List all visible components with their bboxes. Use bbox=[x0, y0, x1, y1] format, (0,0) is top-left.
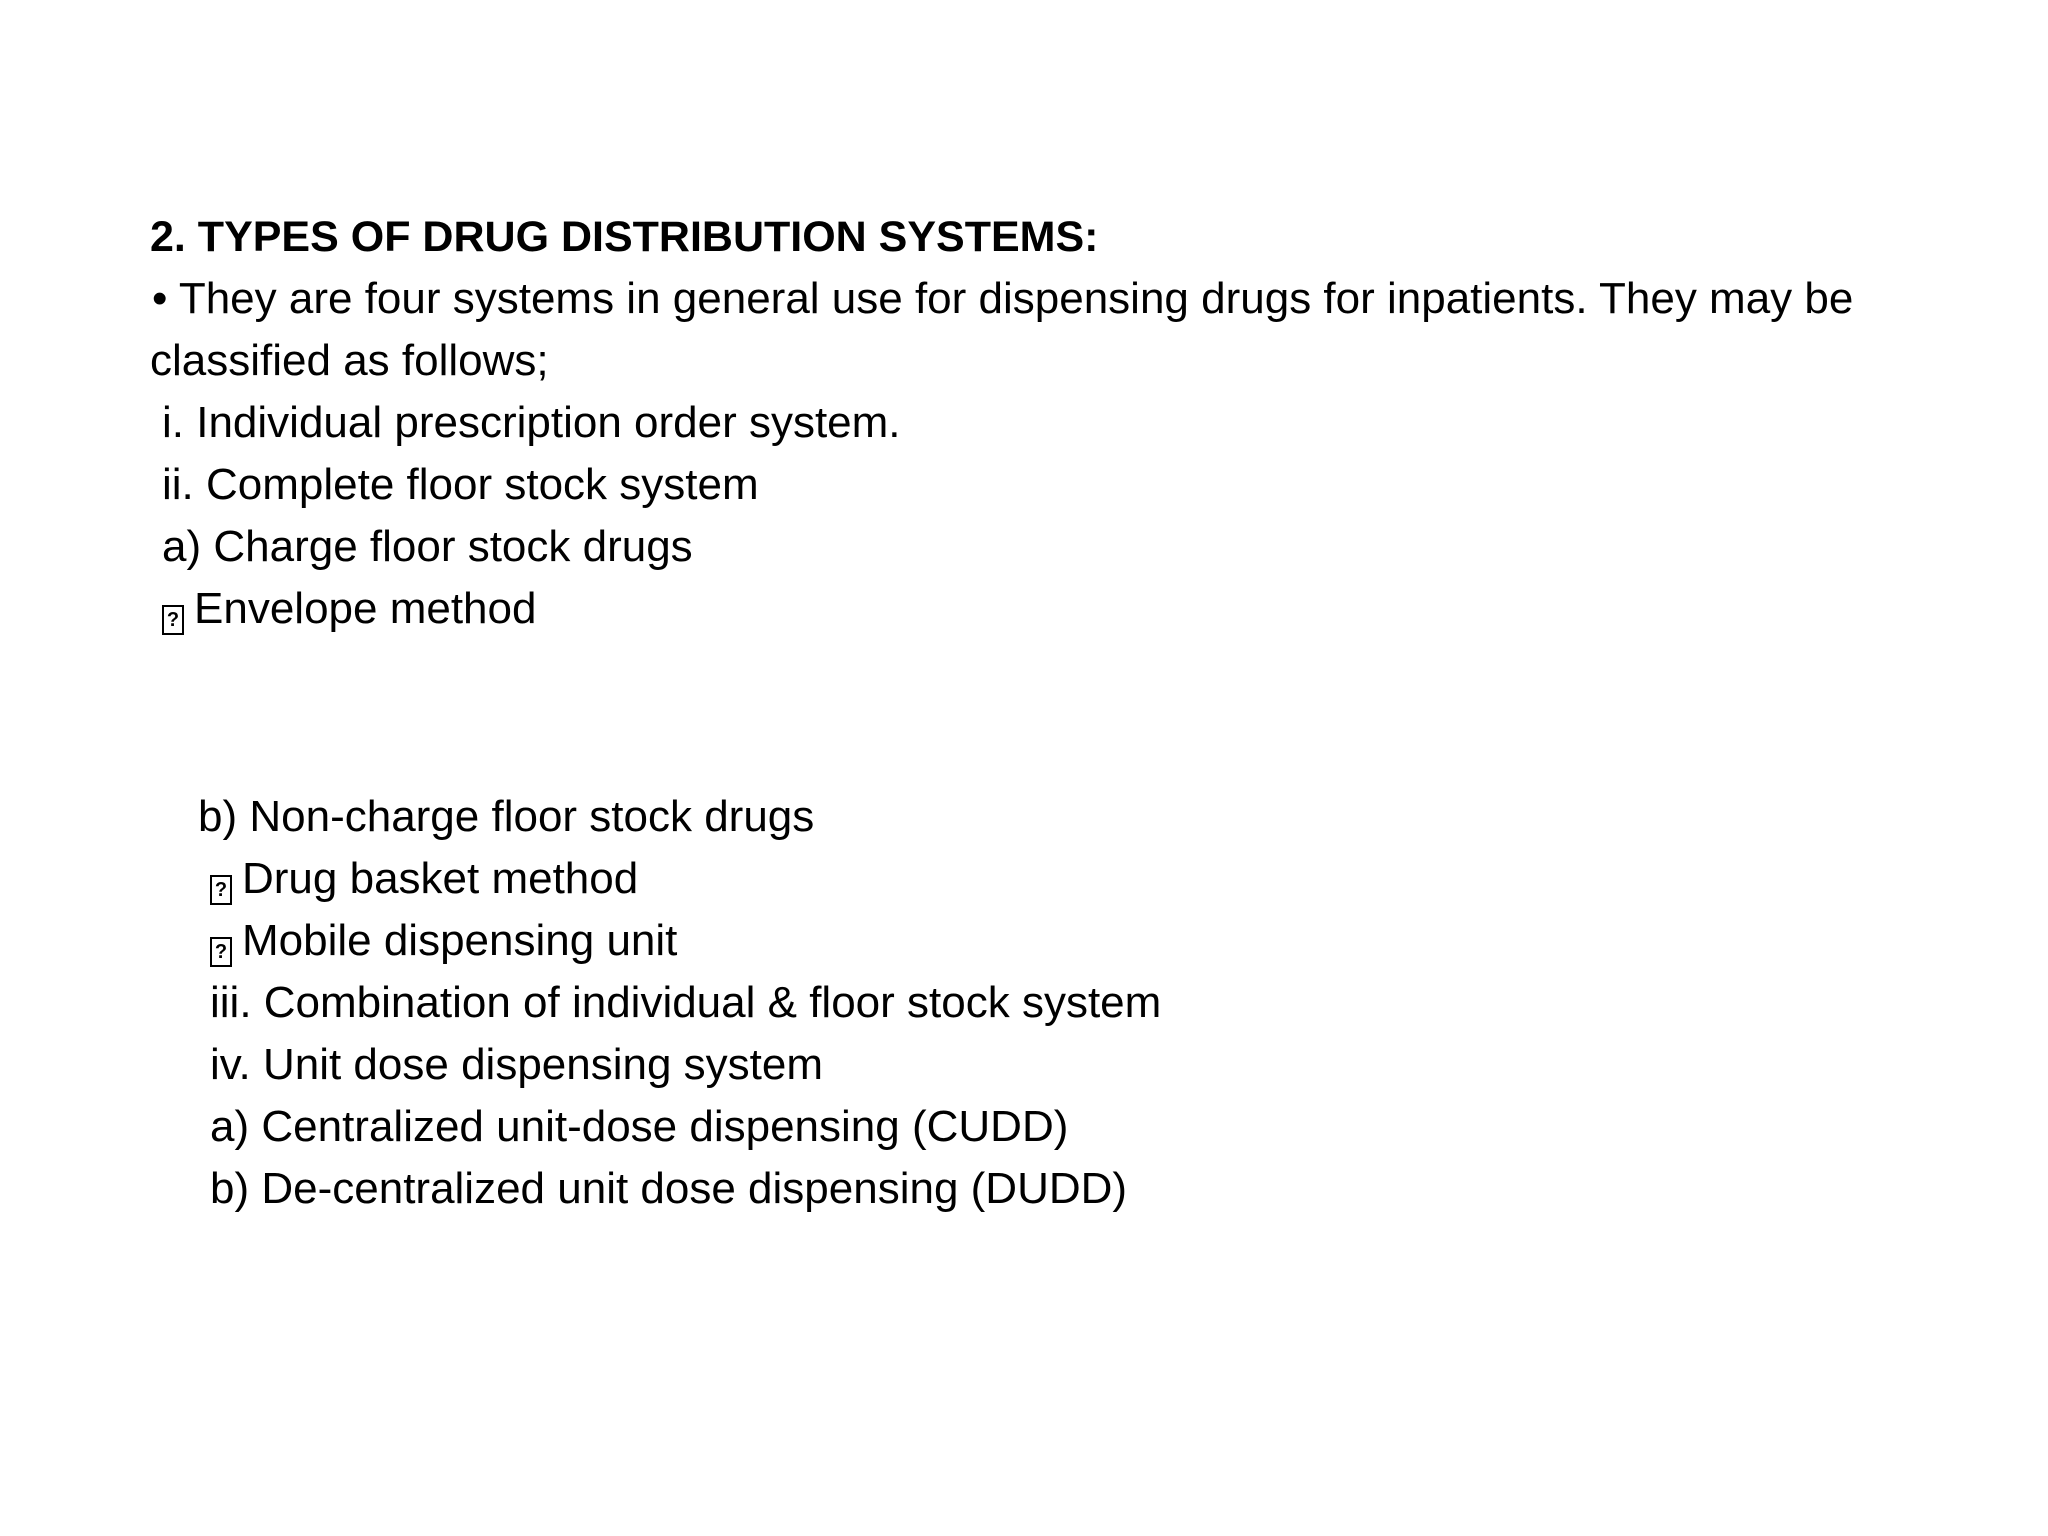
list-item-mobile-unit-label: Mobile dispensing unit bbox=[242, 916, 678, 965]
slide-heading: 2. TYPES OF DRUG DISTRIBUTION SYSTEMS: bbox=[150, 213, 1099, 261]
missing-glyph-icon: ? bbox=[210, 937, 232, 967]
list-item-ii: ii. Complete floor stock system bbox=[162, 460, 759, 509]
intro-line-2: classified as follows; bbox=[150, 336, 549, 385]
intro-line-1: • They are four systems in general use for dispensing drugs for inpatients. They may be bbox=[152, 274, 1854, 323]
list-item-mobile-unit bbox=[210, 910, 677, 972]
list-item-i: i. Individual prescription order system. bbox=[162, 398, 901, 447]
list-item-envelope-method-label: Envelope method bbox=[194, 584, 537, 633]
list-item-drug-basket bbox=[210, 848, 638, 910]
list-item-envelope-method bbox=[162, 578, 536, 640]
missing-glyph-icon: ? bbox=[162, 605, 184, 635]
missing-glyph-icon: ? bbox=[210, 875, 232, 905]
list-item-ii-b: b) Non-charge floor stock drugs bbox=[198, 792, 815, 841]
list-item-iii: iii. Combination of individual & floor stock system bbox=[210, 978, 1162, 1027]
list-item-iv-b: b) De-centralized unit dose dispensing (DUDD) bbox=[210, 1164, 1128, 1213]
list-item-iv-a: a) Centralized unit-dose dispensing (CUDD) bbox=[210, 1102, 1069, 1151]
list-item-drug-basket-label: Drug basket method bbox=[242, 854, 639, 903]
list-item-iv: iv. Unit dose dispensing system bbox=[210, 1040, 824, 1089]
list-item-ii-a: a) Charge floor stock drugs bbox=[162, 522, 693, 571]
